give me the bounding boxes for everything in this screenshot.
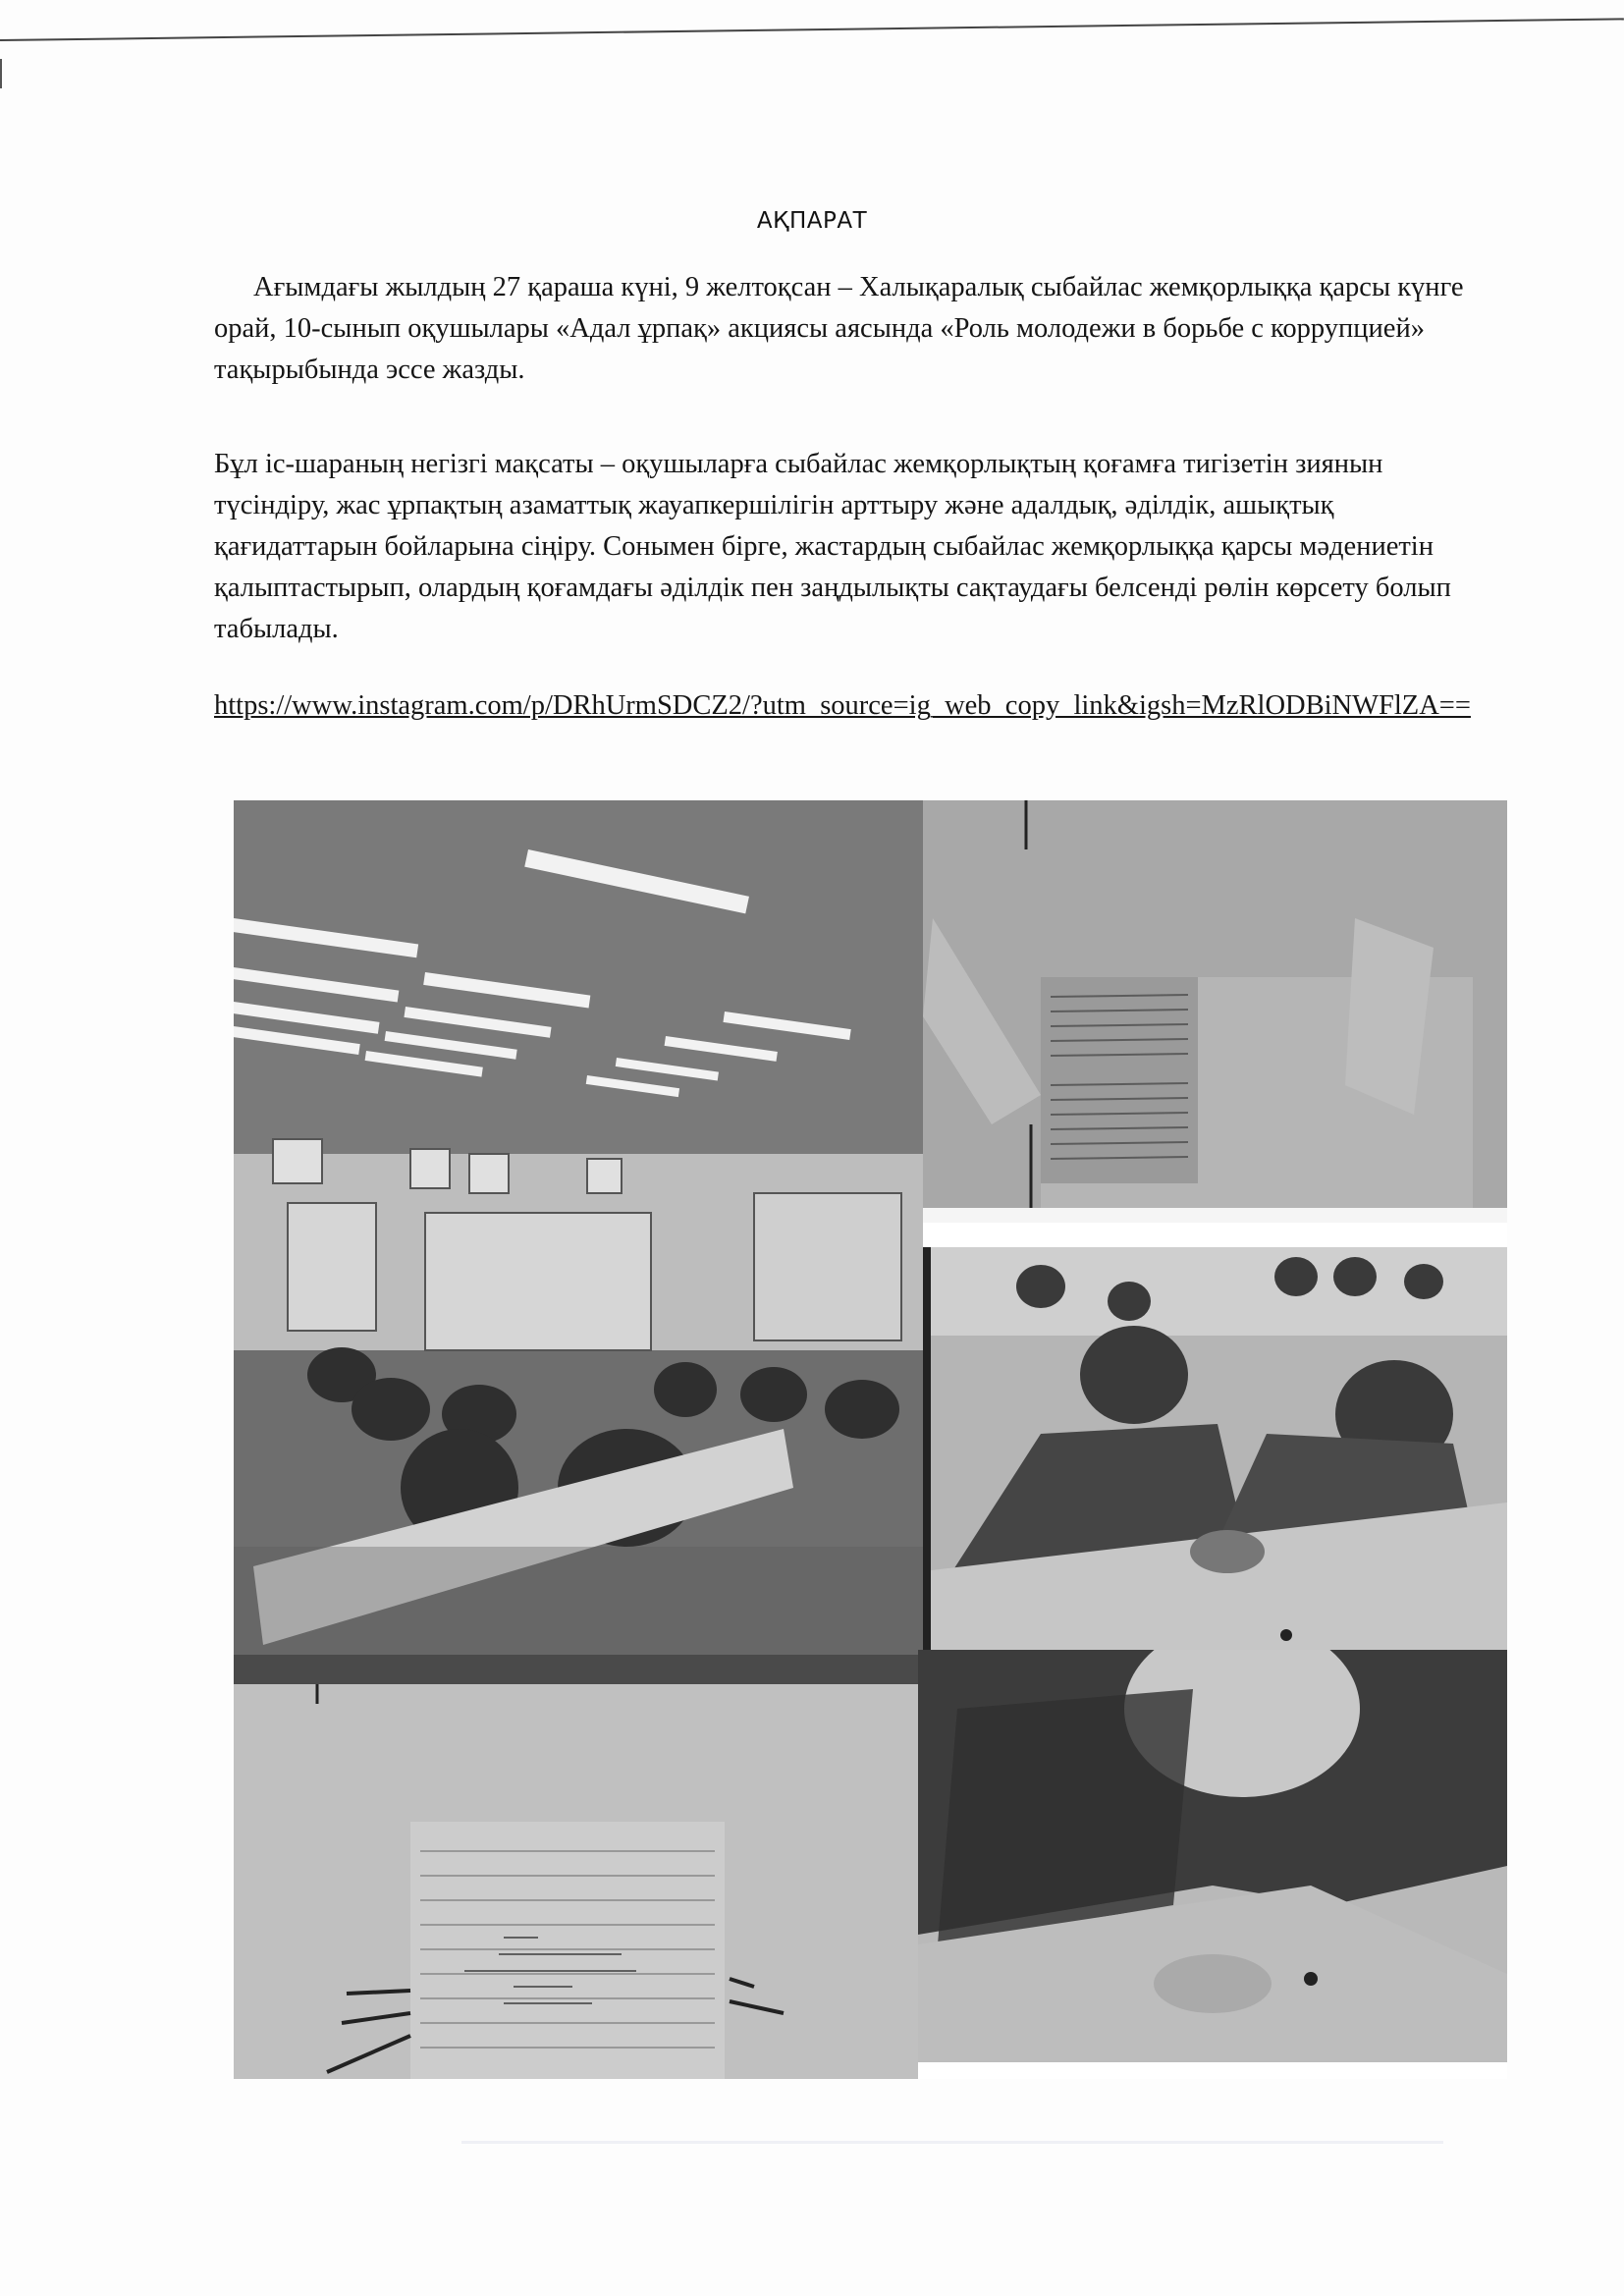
document-title: АҚПАРАТ	[756, 208, 868, 234]
scan-edge-mark	[0, 59, 2, 88]
essay-cover-sheet-photo	[234, 1655, 918, 2079]
photo-collage	[234, 800, 1507, 2079]
student-closeup-photo	[918, 1650, 1507, 2062]
instagram-link[interactable]: https://www.instagram.com/p/DRhUrmSDCZ2/?utm_source=ig_web_copy_link&igsh=MzRlODBiNWFlZA==	[214, 690, 1471, 721]
paragraph-purpose: Бұл іс-шараның негізгі мақсаты – оқушыларға сыбайлас жемқорлықтың қоғамға тигізетін зиянын түсіндіру, жас ұрпақтың азаматтық жауапкершілігін арттыру және адалдық, әділдік, ашықтық қағидаттарын бойларына сіңіру. Сонымен бірге, жастардың сыбайлас жемқорлыққа қарсы мәдениетін қалыптастырып, олардың қоғамдағы әділдік пен заңдылықты сақтаудағы белсенді рөлін көрсету болып табылады.	[214, 449, 1451, 644]
essay-papers-photo	[923, 800, 1507, 1223]
classroom-wide-photo	[234, 800, 923, 1655]
scan-border-line	[0, 18, 1624, 41]
scan-artifact	[461, 2141, 1443, 2144]
paragraph-intro: Ағымдағы жылдың 27 қараша күні, 9 желтоқсан – Халықаралық сыбайлас жемқорлыққа қарсы күнге орай, 10-сынып оқушылары «Адал ұрпақ» акциясы аясында «Роль молодежи в борьбе с коррупцией» тақырыбында эссе жазды.	[214, 272, 1464, 385]
students-writing-photo	[923, 1247, 1507, 1650]
